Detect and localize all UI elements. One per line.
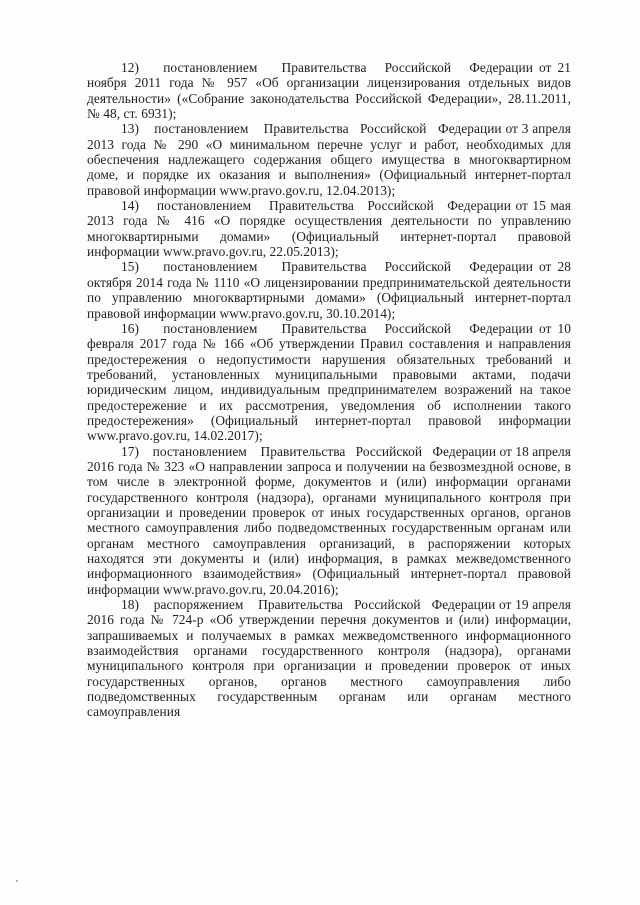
list-item-15: 15) постановлением Правительства Российской Федерации от 28 октября 2014 года № 1110 «О лицензировании предпринимательской деятельности по управлению многоквартирными домами» (Официальный интернет-портал правовой информации www.pravo.gov.ru, 30.10.2014);: [87, 259, 571, 321]
list-item-16: 16) постановлением Правительства Российской Федерации от 10 февраля 2017 года № 166 «Об утверждении Правил составления и направления предостережения о недопустимости нарушения обязательных требований и требований, установленных муниципальными правовыми актами, подачи юридическим лицом, индивидуальным предпринимателем возражений на такое предостережение и их рассмотрения, уведомления об исполнении такого предостережения» (Официальный интернет-портал правовой информации www.pravo.gov.ru, 14.02.2017);: [87, 320, 571, 444]
scan-speck: [16, 880, 18, 882]
list-item-18: 18) распоряжением Правительства Российской Федерации от 19 апреля 2016 года № 724-р «Об утверждении перечня документов и (или) информации, запрашиваемых и получаемых в рамках межведомственного информационного взаимодействия органами государственного контроля (надзора), органами муниципального контроля при организации и проведении проверок от иных государственных органов, органов местного самоуправления либо подведомственных государственным органам или органам местного самоуправления: [87, 597, 571, 720]
document-body: [87, 60, 571, 720]
list-item-12: 12) постановлением Правительства Российской Федерации от 21 ноября 2011 года № 957 «Об организации лицензирования отдельных видов деятельности» («Собрание законодательства Российской Федерации», 28.11.2011, № 48, ст. 6931);: [87, 60, 571, 122]
list-item-14: 14) постановлением Правительства Российской Федерации от 15 мая 2013 года № 416 «О порядке осуществления деятельности по управлению многоквартирными домами» (Официальный интернет-портал правовой информации www.pravo.gov.ru, 22.05.2013);: [87, 198, 571, 260]
list-item-17: 17) постановлением Правительства Российской Федерации от 18 апреля 2016 года № 323 «О направлении запроса и получении на безвозмездной основе, в том числе в электронной форме, документов и (или) информации органами государственного контроля (надзора), органами муниципального контроля при организации и проведении проверок от иных государственных органов, органов местного самоуправления либо подведомственных государственным органам или органам местного самоуправления организаций, в распоряжении которых находятся эти документы и (или) информация, в рамках межведомственного информационного взаимодействия» (Официальный интернет-портал правовой информации www.pravo.gov.ru, 20.04.2016);: [87, 443, 571, 597]
list-item-13: 13) постановлением Правительства Российской Федерации от 3 апреля 2013 года № 290 «О минимальном перечне услуг и работ, необходимых для обеспечения надлежащего содержания общего имущества в многоквартирном доме, и порядке их оказания и выполнения» (Официальный интернет-портал правовой информации www.pravo.gov.ru, 12.04.2013);: [87, 121, 571, 198]
